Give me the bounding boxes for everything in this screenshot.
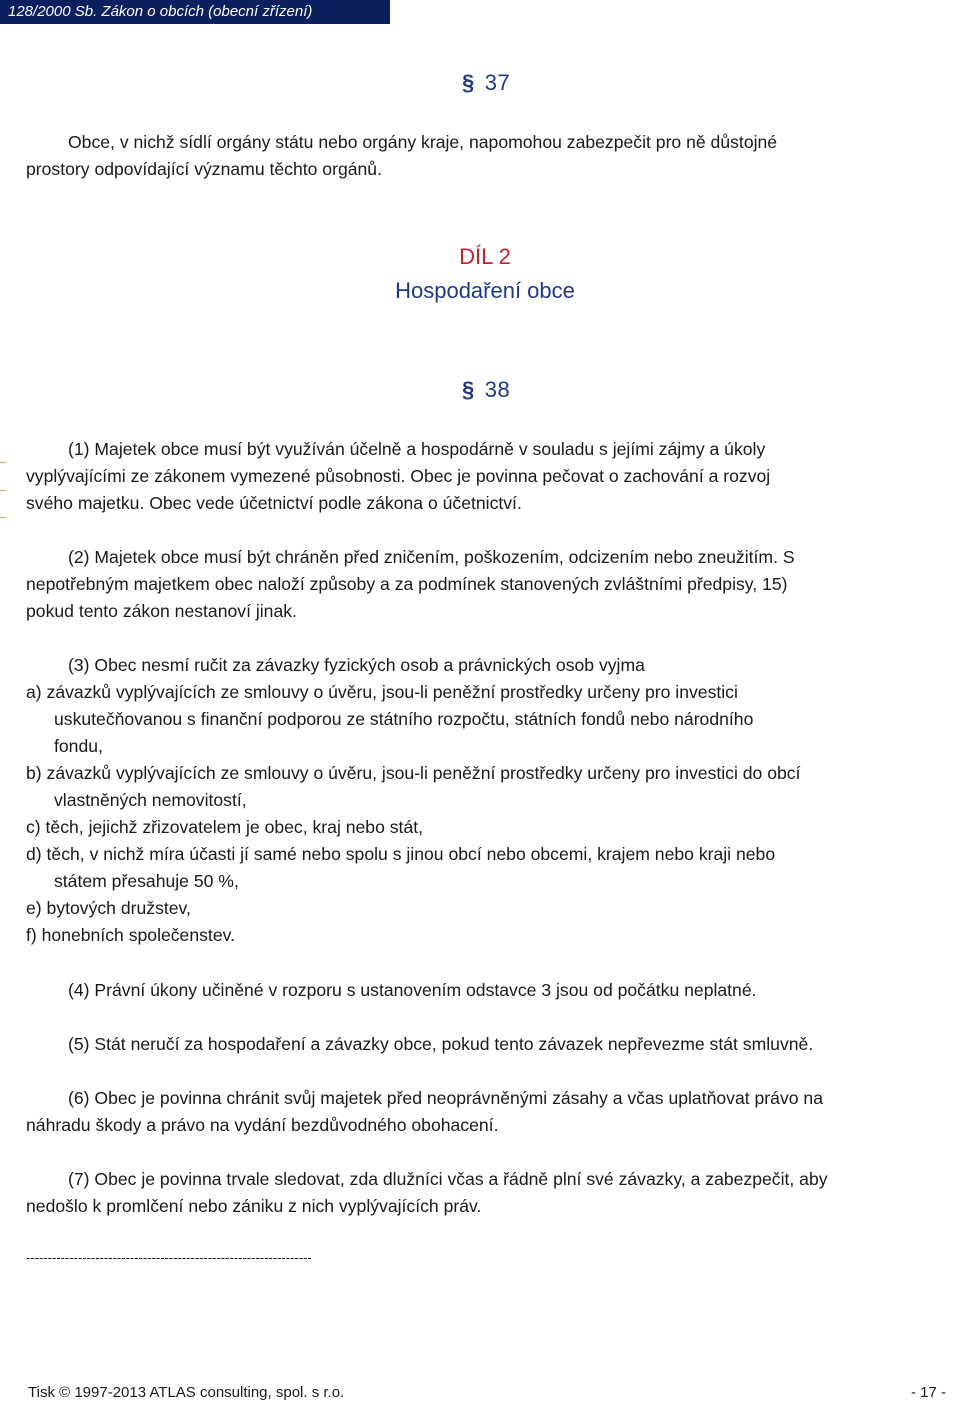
list-item-d: d) těch, v nichž míra účasti jí samé nebo spolu s jinou obcí nebo obcemi, krajem nebo kraji nebo [26,844,776,864]
list-item-a: a) závazků vyplývajících ze smlouvy o úvěru, jsou-li peněžní prostředky určeny pro investici [26,682,738,702]
section-symbol: § [462,70,475,95]
text-line: fondu, [54,736,103,756]
footer-page-number: - 17 - [910,1384,946,1401]
margin-marker [0,517,6,518]
paragraph-2 [26,544,960,625]
list-item-e: e) bytových družstev, [26,898,191,918]
text-line: (2) Majetek obce musí být chráněn před zničením, poškozením, odcizením nebo zneužitím. S [68,547,795,567]
text-line: (1) Majetek obce musí být využíván účelně a hospodárně v souladu s jejími zájmy a úkoly [68,439,766,459]
text-line: svého majetku. Obec vede účetnictví podle zákona o účetnictví. [26,493,522,513]
margin-marker [0,490,6,491]
paragraph-5 [26,1031,960,1058]
paragraph-3 [26,652,960,949]
text-line: státem přesahuje 50 %, [54,871,239,891]
separator-line: ------------------------------------------------------------------ [26,1250,312,1265]
section-symbol: § [462,377,475,402]
text-line: (5) Stát neručí za hospodaření a závazky obce, pokud tento závazek nepřevezme stát smluvně. [68,1034,814,1054]
section-38-number: 38 [484,377,511,402]
header-title: 128/2000 Sb. Zákon o obcích (obecní zřízení) [8,3,313,20]
text-line: nedošlo k promlčení nebo zániku z nich vyplývajících práv. [26,1196,482,1216]
text-line: (7) Obec je povinna trvale sledovat, zda dlužníci včas a řádně plní své závazky, a zabezpečit, aby [68,1169,828,1189]
text-line: pokud tento zákon nestanoví jinak. [26,601,297,621]
text-line: Obce, v nichž sídlí orgány státu nebo orgány kraje, napomohou zabezpečit pro ně důstojné [68,132,778,152]
margin-marker [0,462,6,463]
text-line: náhradu škody a právo na vydání bezdůvodného obohacení. [26,1115,499,1135]
text-line: (6) Obec je povinna chránit svůj majetek před neoprávněnými zásahy a včas uplatňovat právo na [68,1088,823,1108]
text-line: prostory odpovídající významu těchto orgánů. [26,159,382,179]
chapter-number: DÍL 2 [459,244,511,269]
section-38-heading [462,377,510,403]
document-header [0,0,390,24]
paragraph-4 [26,977,960,1004]
footer-copyright: Tisk © 1997-2013 ATLAS consulting, spol. s r.o. [28,1384,345,1401]
text-line: nepotřebným majetkem obec naloží způsoby a za podmínek stanovených zvláštními předpisy, 15) [26,574,788,594]
text-line: (4) Právní úkony učiněné v rozporu s ustanovením odstavce 3 jsou od počátku neplatné. [68,980,757,1000]
paragraph-7 [26,1166,960,1220]
section-37-heading [462,70,510,96]
list-item-f: f) honebních společenstev. [26,925,235,945]
section-37-text [26,129,960,183]
list-item-b: b) závazků vyplývajících ze smlouvy o úvěru, jsou-li peněžní prostředky určeny pro investici do obcí [26,763,801,783]
paragraph-6 [26,1085,960,1139]
chapter-title: Hospodaření obce [395,278,575,303]
text-line: vyplývajícími ze zákonem vymezené působnosti. Obec je povinna pečovat o zachování a rozvoj [26,466,771,486]
section-37-number: 37 [484,70,511,95]
text-line: vlastněných nemovitostí, [54,790,247,810]
list-item-c: c) těch, jejichž zřizovatelem je obec, kraj nebo stát, [26,817,424,837]
text-line: (3) Obec nesmí ručit za závazky fyzických osob a právnických osob vyjma [68,655,645,675]
paragraph-1 [26,436,960,517]
text-line: uskutečňovanou s finanční podporou ze státního rozpočtu, státních fondů nebo národního [54,709,754,729]
